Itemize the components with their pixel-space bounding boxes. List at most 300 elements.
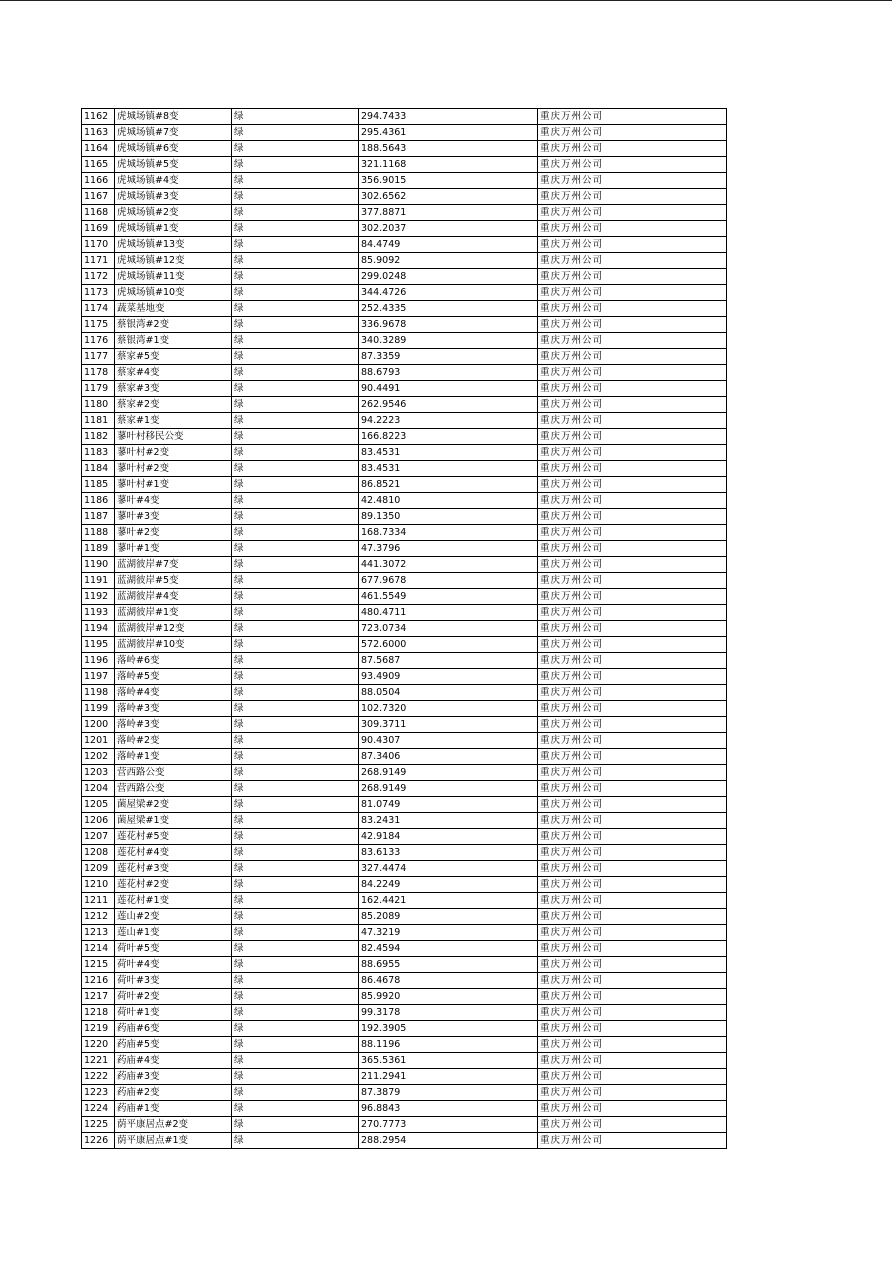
table-row [82, 493, 727, 509]
table-row [82, 429, 727, 445]
data-table [81, 108, 727, 1149]
row-name-cell: 落岭#6变 [115, 653, 232, 669]
row-company-cell: 重庆万州公司 [538, 893, 727, 909]
table-row [82, 1069, 727, 1085]
row-id-cell: 1163 [82, 125, 115, 141]
row-value-cell: 268.9149 [359, 765, 538, 781]
row-company-cell: 重庆万州公司 [538, 637, 727, 653]
row-id-cell: 1168 [82, 205, 115, 221]
row-name-cell: 营西路公变 [115, 765, 232, 781]
row-company-cell: 重庆万州公司 [538, 141, 727, 157]
row-name-cell: 蔬菜基地变 [115, 301, 232, 317]
row-name-cell: 蔡家#5变 [115, 349, 232, 365]
table-row [82, 157, 727, 173]
row-company-cell: 重庆万州公司 [538, 1005, 727, 1021]
row-name-cell: 药庙#2变 [115, 1085, 232, 1101]
row-id-cell: 1178 [82, 365, 115, 381]
row-company-cell: 重庆万州公司 [538, 157, 727, 173]
row-id-cell: 1184 [82, 461, 115, 477]
row-color-cell: 绿 [232, 957, 359, 973]
table-row [82, 637, 727, 653]
table-row [82, 381, 727, 397]
row-color-cell: 绿 [232, 1117, 359, 1133]
row-name-cell: 荷叶#5变 [115, 941, 232, 957]
row-name-cell: 蓝湖彼岸#12变 [115, 621, 232, 637]
row-value-cell: 295.4361 [359, 125, 538, 141]
table-row [82, 397, 727, 413]
row-company-cell: 重庆万州公司 [538, 1117, 727, 1133]
row-color-cell: 绿 [232, 989, 359, 1005]
table-row [82, 1101, 727, 1117]
row-color-cell: 绿 [232, 845, 359, 861]
row-id-cell: 1226 [82, 1133, 115, 1149]
row-name-cell: 荷叶#3变 [115, 973, 232, 989]
row-color-cell: 绿 [232, 1053, 359, 1069]
row-id-cell: 1162 [82, 109, 115, 125]
row-color-cell: 绿 [232, 525, 359, 541]
row-company-cell: 重庆万州公司 [538, 573, 727, 589]
row-id-cell: 1193 [82, 605, 115, 621]
row-value-cell: 88.0504 [359, 685, 538, 701]
row-id-cell: 1188 [82, 525, 115, 541]
table-row [82, 717, 727, 733]
row-company-cell: 重庆万州公司 [538, 301, 727, 317]
row-value-cell: 166.8223 [359, 429, 538, 445]
table-row [82, 1085, 727, 1101]
row-value-cell: 42.9184 [359, 829, 538, 845]
row-id-cell: 1213 [82, 925, 115, 941]
row-color-cell: 绿 [232, 781, 359, 797]
row-company-cell: 重庆万州公司 [538, 1069, 727, 1085]
row-company-cell: 重庆万州公司 [538, 1133, 727, 1149]
row-company-cell: 重庆万州公司 [538, 557, 727, 573]
row-name-cell: 药庙#3变 [115, 1069, 232, 1085]
row-name-cell: 莲花村#5变 [115, 829, 232, 845]
row-id-cell: 1173 [82, 285, 115, 301]
row-value-cell: 377.8871 [359, 205, 538, 221]
row-value-cell: 365.5361 [359, 1053, 538, 1069]
row-color-cell: 绿 [232, 893, 359, 909]
row-name-cell: 营西路公变 [115, 781, 232, 797]
row-id-cell: 1222 [82, 1069, 115, 1085]
row-name-cell: 虎城场镇#6变 [115, 141, 232, 157]
row-id-cell: 1212 [82, 909, 115, 925]
table-row [82, 189, 727, 205]
table-row [82, 461, 727, 477]
table-row [82, 253, 727, 269]
row-id-cell: 1219 [82, 1021, 115, 1037]
table-row [82, 237, 727, 253]
table-row [82, 301, 727, 317]
row-id-cell: 1189 [82, 541, 115, 557]
row-company-cell: 重庆万州公司 [538, 909, 727, 925]
table-row [82, 365, 727, 381]
row-id-cell: 1186 [82, 493, 115, 509]
row-name-cell: 蓼叶村移民公变 [115, 429, 232, 445]
row-color-cell: 绿 [232, 157, 359, 173]
row-company-cell: 重庆万州公司 [538, 957, 727, 973]
table-row [82, 813, 727, 829]
table-row [82, 909, 727, 925]
row-name-cell: 蓼叶村#2变 [115, 445, 232, 461]
row-name-cell: 荫平康居点#1变 [115, 1133, 232, 1149]
row-company-cell: 重庆万州公司 [538, 973, 727, 989]
row-color-cell: 绿 [232, 109, 359, 125]
row-company-cell: 重庆万州公司 [538, 525, 727, 541]
row-value-cell: 309.3711 [359, 717, 538, 733]
row-name-cell: 虎城场镇#1变 [115, 221, 232, 237]
row-id-cell: 1167 [82, 189, 115, 205]
row-color-cell: 绿 [232, 829, 359, 845]
row-company-cell: 重庆万州公司 [538, 733, 727, 749]
row-id-cell: 1225 [82, 1117, 115, 1133]
row-name-cell: 蓼叶#4变 [115, 493, 232, 509]
row-name-cell: 蓼叶#1变 [115, 541, 232, 557]
row-value-cell: 270.7773 [359, 1117, 538, 1133]
row-company-cell: 重庆万州公司 [538, 685, 727, 701]
row-id-cell: 1172 [82, 269, 115, 285]
row-company-cell: 重庆万州公司 [538, 829, 727, 845]
row-color-cell: 绿 [232, 877, 359, 893]
row-id-cell: 1214 [82, 941, 115, 957]
row-value-cell: 86.4678 [359, 973, 538, 989]
row-name-cell: 落岭#1变 [115, 749, 232, 765]
table-row [82, 1053, 727, 1069]
row-id-cell: 1197 [82, 669, 115, 685]
row-color-cell: 绿 [232, 429, 359, 445]
row-value-cell: 89.1350 [359, 509, 538, 525]
row-name-cell: 菌屋梁#2变 [115, 797, 232, 813]
row-value-cell: 162.4421 [359, 893, 538, 909]
row-value-cell: 83.2431 [359, 813, 538, 829]
row-value-cell: 87.3359 [359, 349, 538, 365]
row-value-cell: 441.3072 [359, 557, 538, 573]
table-row [82, 349, 727, 365]
row-value-cell: 82.4594 [359, 941, 538, 957]
row-value-cell: 168.7334 [359, 525, 538, 541]
table-row [82, 445, 727, 461]
table-row [82, 525, 727, 541]
row-color-cell: 绿 [232, 397, 359, 413]
table-row [82, 125, 727, 141]
row-id-cell: 1196 [82, 653, 115, 669]
row-name-cell: 药庙#6变 [115, 1021, 232, 1037]
row-id-cell: 1174 [82, 301, 115, 317]
row-company-cell: 重庆万州公司 [538, 413, 727, 429]
row-value-cell: 102.7320 [359, 701, 538, 717]
row-value-cell: 288.2954 [359, 1133, 538, 1149]
row-value-cell: 572.6000 [359, 637, 538, 653]
row-company-cell: 重庆万州公司 [538, 941, 727, 957]
row-company-cell: 重庆万州公司 [538, 173, 727, 189]
row-color-cell: 绿 [232, 557, 359, 573]
row-company-cell: 重庆万州公司 [538, 509, 727, 525]
row-company-cell: 重庆万州公司 [538, 285, 727, 301]
row-id-cell: 1191 [82, 573, 115, 589]
row-color-cell: 绿 [232, 925, 359, 941]
row-id-cell: 1210 [82, 877, 115, 893]
row-id-cell: 1215 [82, 957, 115, 973]
row-color-cell: 绿 [232, 685, 359, 701]
row-name-cell: 蔡家#2变 [115, 397, 232, 413]
row-color-cell: 绿 [232, 1133, 359, 1149]
row-color-cell: 绿 [232, 269, 359, 285]
row-company-cell: 重庆万州公司 [538, 221, 727, 237]
row-color-cell: 绿 [232, 477, 359, 493]
table-row [82, 701, 727, 717]
row-company-cell: 重庆万州公司 [538, 669, 727, 685]
row-name-cell: 莲花村#2变 [115, 877, 232, 893]
row-name-cell: 虎城场镇#7变 [115, 125, 232, 141]
table-row [82, 861, 727, 877]
row-name-cell: 莲花村#3变 [115, 861, 232, 877]
table-row [82, 877, 727, 893]
table-row [82, 573, 727, 589]
table-row [82, 941, 727, 957]
table-row [82, 269, 727, 285]
row-id-cell: 1176 [82, 333, 115, 349]
row-name-cell: 蔡银湾#1变 [115, 333, 232, 349]
row-company-cell: 重庆万州公司 [538, 445, 727, 461]
row-company-cell: 重庆万州公司 [538, 877, 727, 893]
row-name-cell: 荷叶#1变 [115, 1005, 232, 1021]
row-id-cell: 1180 [82, 397, 115, 413]
row-id-cell: 1182 [82, 429, 115, 445]
row-color-cell: 绿 [232, 941, 359, 957]
row-name-cell: 蓝湖彼岸#4变 [115, 589, 232, 605]
row-id-cell: 1187 [82, 509, 115, 525]
table-row [82, 1005, 727, 1021]
table-row [82, 1133, 727, 1149]
table-row [82, 925, 727, 941]
row-color-cell: 绿 [232, 733, 359, 749]
row-id-cell: 1220 [82, 1037, 115, 1053]
row-name-cell: 蓼叶#2变 [115, 525, 232, 541]
row-value-cell: 677.9678 [359, 573, 538, 589]
row-name-cell: 虎城场镇#4变 [115, 173, 232, 189]
row-value-cell: 327.4474 [359, 861, 538, 877]
row-name-cell: 落岭#4变 [115, 685, 232, 701]
row-company-cell: 重庆万州公司 [538, 1037, 727, 1053]
row-id-cell: 1224 [82, 1101, 115, 1117]
row-company-cell: 重庆万州公司 [538, 429, 727, 445]
row-value-cell: 344.4726 [359, 285, 538, 301]
table-row [82, 1037, 727, 1053]
row-value-cell: 83.4531 [359, 461, 538, 477]
row-value-cell: 94.2223 [359, 413, 538, 429]
row-company-cell: 重庆万州公司 [538, 813, 727, 829]
row-color-cell: 绿 [232, 445, 359, 461]
row-company-cell: 重庆万州公司 [538, 1021, 727, 1037]
row-company-cell: 重庆万州公司 [538, 1101, 727, 1117]
row-color-cell: 绿 [232, 317, 359, 333]
row-value-cell: 299.0248 [359, 269, 538, 285]
row-id-cell: 1195 [82, 637, 115, 653]
row-value-cell: 192.3905 [359, 1021, 538, 1037]
row-name-cell: 虎城场镇#5变 [115, 157, 232, 173]
row-color-cell: 绿 [232, 605, 359, 621]
table-row [82, 685, 727, 701]
row-value-cell: 90.4307 [359, 733, 538, 749]
row-value-cell: 356.9015 [359, 173, 538, 189]
row-name-cell: 落岭#3变 [115, 717, 232, 733]
row-company-cell: 重庆万州公司 [538, 1053, 727, 1069]
row-id-cell: 1211 [82, 893, 115, 909]
row-id-cell: 1194 [82, 621, 115, 637]
row-color-cell: 绿 [232, 301, 359, 317]
table-row [82, 781, 727, 797]
row-color-cell: 绿 [232, 1085, 359, 1101]
row-company-cell: 重庆万州公司 [538, 925, 727, 941]
row-color-cell: 绿 [232, 189, 359, 205]
row-company-cell: 重庆万州公司 [538, 317, 727, 333]
row-company-cell: 重庆万州公司 [538, 541, 727, 557]
row-value-cell: 321.1168 [359, 157, 538, 173]
row-company-cell: 重庆万州公司 [538, 349, 727, 365]
row-value-cell: 42.4810 [359, 493, 538, 509]
table-row [82, 109, 727, 125]
row-company-cell: 重庆万州公司 [538, 1085, 727, 1101]
row-id-cell: 1201 [82, 733, 115, 749]
row-color-cell: 绿 [232, 349, 359, 365]
row-color-cell: 绿 [232, 221, 359, 237]
row-id-cell: 1175 [82, 317, 115, 333]
row-value-cell: 83.4531 [359, 445, 538, 461]
table-row [82, 221, 727, 237]
table-row [82, 205, 727, 221]
table-row [82, 477, 727, 493]
row-id-cell: 1223 [82, 1085, 115, 1101]
row-id-cell: 1203 [82, 765, 115, 781]
row-value-cell: 85.9920 [359, 989, 538, 1005]
row-name-cell: 菌屋梁#1变 [115, 813, 232, 829]
row-value-cell: 81.0749 [359, 797, 538, 813]
row-company-cell: 重庆万州公司 [538, 269, 727, 285]
row-company-cell: 重庆万州公司 [538, 861, 727, 877]
table-row [82, 989, 727, 1005]
row-company-cell: 重庆万州公司 [538, 701, 727, 717]
row-company-cell: 重庆万州公司 [538, 125, 727, 141]
row-id-cell: 1179 [82, 381, 115, 397]
row-color-cell: 绿 [232, 669, 359, 685]
row-name-cell: 莲山#2变 [115, 909, 232, 925]
row-name-cell: 蔡家#1变 [115, 413, 232, 429]
row-color-cell: 绿 [232, 365, 359, 381]
row-value-cell: 47.3219 [359, 925, 538, 941]
row-value-cell: 93.4909 [359, 669, 538, 685]
row-id-cell: 1166 [82, 173, 115, 189]
row-color-cell: 绿 [232, 141, 359, 157]
row-id-cell: 1204 [82, 781, 115, 797]
row-id-cell: 1164 [82, 141, 115, 157]
row-company-cell: 重庆万州公司 [538, 765, 727, 781]
row-value-cell: 84.4749 [359, 237, 538, 253]
row-company-cell: 重庆万州公司 [538, 365, 727, 381]
row-value-cell: 88.1196 [359, 1037, 538, 1053]
row-value-cell: 47.3796 [359, 541, 538, 557]
row-name-cell: 虎城场镇#2变 [115, 205, 232, 221]
row-color-cell: 绿 [232, 701, 359, 717]
row-value-cell: 96.8843 [359, 1101, 538, 1117]
row-id-cell: 1190 [82, 557, 115, 573]
row-id-cell: 1205 [82, 797, 115, 813]
row-id-cell: 1181 [82, 413, 115, 429]
row-name-cell: 蓝湖彼岸#1变 [115, 605, 232, 621]
row-color-cell: 绿 [232, 509, 359, 525]
row-color-cell: 绿 [232, 717, 359, 733]
row-color-cell: 绿 [232, 1101, 359, 1117]
row-name-cell: 蔡家#4变 [115, 365, 232, 381]
row-id-cell: 1169 [82, 221, 115, 237]
row-id-cell: 1218 [82, 1005, 115, 1021]
row-value-cell: 211.2941 [359, 1069, 538, 1085]
row-company-cell: 重庆万州公司 [538, 781, 727, 797]
row-name-cell: 蓝湖彼岸#10变 [115, 637, 232, 653]
row-company-cell: 重庆万州公司 [538, 717, 727, 733]
table-row [82, 413, 727, 429]
row-id-cell: 1199 [82, 701, 115, 717]
row-id-cell: 1208 [82, 845, 115, 861]
row-company-cell: 重庆万州公司 [538, 589, 727, 605]
row-name-cell: 蔡银湾#2变 [115, 317, 232, 333]
row-company-cell: 重庆万州公司 [538, 477, 727, 493]
row-name-cell: 荫平康居点#2变 [115, 1117, 232, 1133]
row-company-cell: 重庆万州公司 [538, 461, 727, 477]
row-value-cell: 294.7433 [359, 109, 538, 125]
row-value-cell: 302.2037 [359, 221, 538, 237]
row-company-cell: 重庆万州公司 [538, 237, 727, 253]
row-color-cell: 绿 [232, 973, 359, 989]
row-color-cell: 绿 [232, 285, 359, 301]
page-top-rule [0, 0, 892, 1]
row-value-cell: 336.9678 [359, 317, 538, 333]
table-row [82, 509, 727, 525]
table-row [82, 765, 727, 781]
row-name-cell: 蓼叶村#2变 [115, 461, 232, 477]
table-row [82, 893, 727, 909]
row-company-cell: 重庆万州公司 [538, 653, 727, 669]
row-id-cell: 1171 [82, 253, 115, 269]
row-value-cell: 723.0734 [359, 621, 538, 637]
row-value-cell: 188.5643 [359, 141, 538, 157]
row-name-cell: 落岭#5变 [115, 669, 232, 685]
table-row [82, 973, 727, 989]
row-id-cell: 1177 [82, 349, 115, 365]
row-color-cell: 绿 [232, 573, 359, 589]
row-name-cell: 虎城场镇#3变 [115, 189, 232, 205]
row-color-cell: 绿 [232, 637, 359, 653]
row-name-cell: 虎城场镇#8变 [115, 109, 232, 125]
row-color-cell: 绿 [232, 173, 359, 189]
row-value-cell: 268.9149 [359, 781, 538, 797]
table-row [82, 797, 727, 813]
row-color-cell: 绿 [232, 1005, 359, 1021]
row-company-cell: 重庆万州公司 [538, 797, 727, 813]
row-color-cell: 绿 [232, 1021, 359, 1037]
row-value-cell: 83.6133 [359, 845, 538, 861]
row-name-cell: 蓼叶村#1变 [115, 477, 232, 493]
row-company-cell: 重庆万州公司 [538, 749, 727, 765]
row-value-cell: 85.9092 [359, 253, 538, 269]
row-color-cell: 绿 [232, 861, 359, 877]
row-value-cell: 88.6955 [359, 957, 538, 973]
table-row [82, 1117, 727, 1133]
row-value-cell: 87.3406 [359, 749, 538, 765]
row-color-cell: 绿 [232, 253, 359, 269]
row-company-cell: 重庆万州公司 [538, 189, 727, 205]
row-id-cell: 1207 [82, 829, 115, 845]
row-name-cell: 药庙#5变 [115, 1037, 232, 1053]
